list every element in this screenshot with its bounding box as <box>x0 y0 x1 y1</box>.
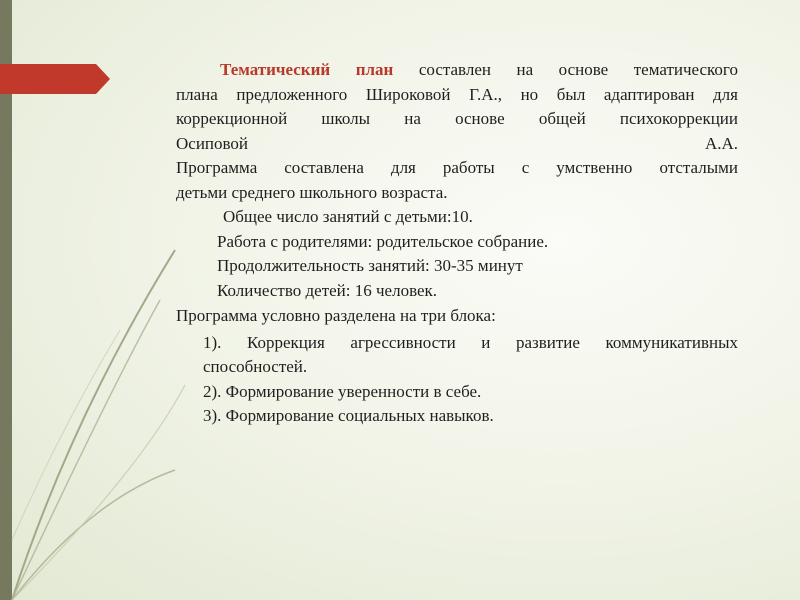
list-item: 2). Формирование уверенности в себе. <box>203 381 482 401</box>
paragraph-line: детьми среднего школьного возраста. <box>176 182 448 202</box>
list-item: способностей. <box>203 357 308 376</box>
program-info <box>176 205 738 303</box>
duration-text: Продолжительность занятий: 30-35 минут <box>217 256 523 275</box>
blocks-intro: Программа условно разделена на три блока: <box>176 306 496 325</box>
paragraph-line <box>176 132 738 157</box>
accent-arrow-shape <box>0 64 110 94</box>
paragraph-line <box>176 58 738 83</box>
highlight-term: Тематический план <box>220 60 394 79</box>
text-fragment: Осиповой <box>176 133 249 153</box>
slide-content <box>176 58 738 429</box>
paragraph-line: Программа составлена для работы с умственно отсталыми <box>176 158 738 177</box>
parents-work-text: Работа с родителями: родительское собрание. <box>217 231 549 251</box>
children-count-text: Количество детей: 16 человек. <box>217 280 438 300</box>
text-fragment: составлен на основе тематического <box>393 60 738 79</box>
sessions-count-text: Общее число занятий с детьми:10. <box>223 207 473 226</box>
list-item: 1). Коррекция агрессивности и развитие коммуникативных <box>203 332 738 352</box>
paragraph-line: плана предложенного Широковой Г.А., но был адаптирован для <box>176 84 738 104</box>
paragraph-line: коррекционной школы на основе общей психокоррекции <box>176 109 738 128</box>
list-item: 3). Формирование социальных навыков. <box>203 406 494 425</box>
text-fragment: А.А. <box>704 133 738 153</box>
